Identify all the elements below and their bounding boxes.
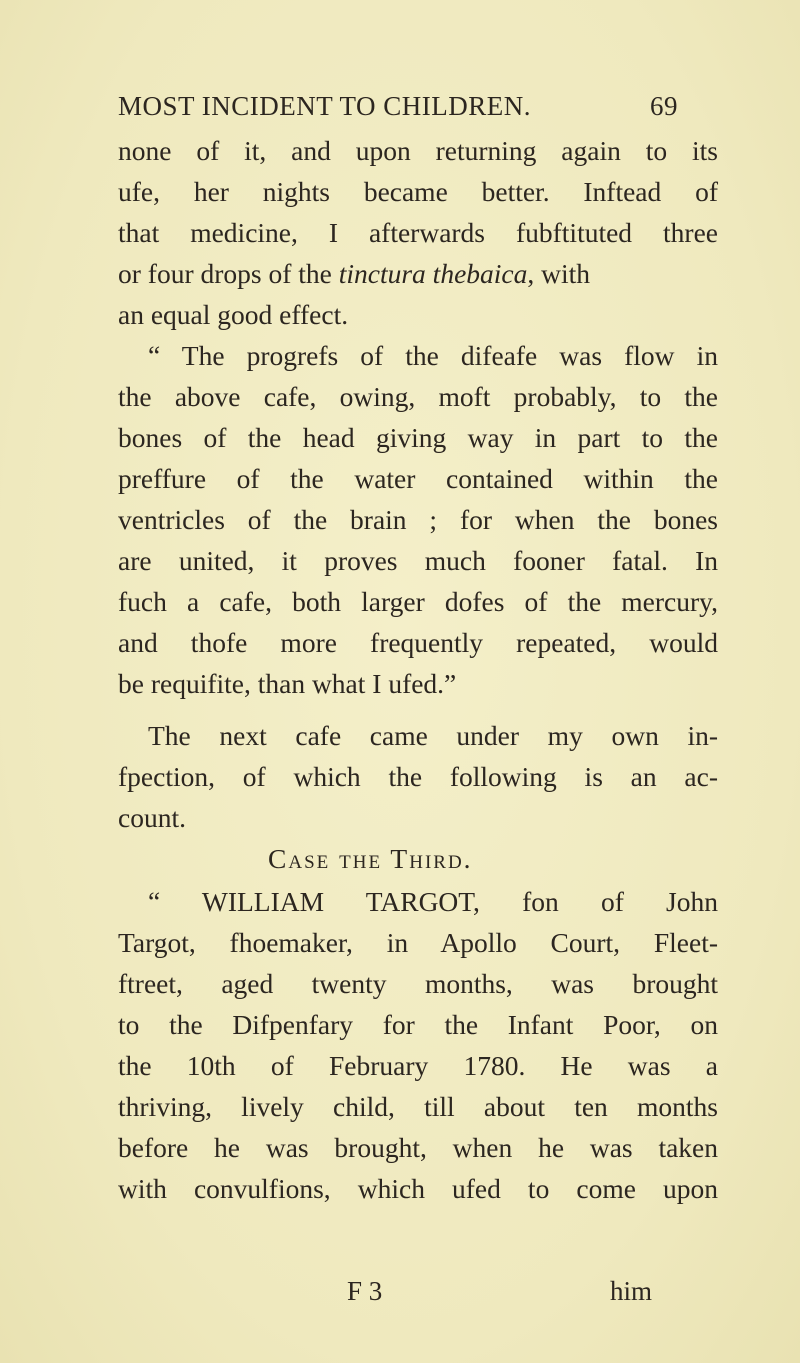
text-line: ftreet, aged twenty months, was brought [118,968,718,999]
text-line: fuch a cafe, both larger dofes of the mercury, [118,586,718,617]
text-line: be requifite, than what I ufed.” [118,668,457,699]
page-number: 69 [650,91,678,121]
text-line: count. [118,802,186,833]
catchword: him [610,1276,653,1306]
text-run: , with [527,258,591,289]
text-line: ufe, her nights became better. Inftead of [118,176,718,207]
text-line: preffure of the water contained within the [118,463,718,494]
text-line: and thofe more frequently repeated, would [118,627,718,658]
text-line: are united, it proves much fooner fatal. In [118,545,718,576]
text-line: before he was brought, when he was taken [118,1132,718,1163]
running-title: MOST INCIDENT TO CHILDREN. [118,91,532,121]
text-line: ventricles of the brain ; for when the bones [118,504,718,535]
text-run: or four drops of the [118,258,332,289]
text-line: that medicine, I afterwards fubftituted three [118,217,718,248]
text-line: an equal good effect. [118,299,349,330]
text-line: the above cafe, owing, moft probably, to the [118,381,718,412]
text-line: to the Difpenfary for the Infant Poor, on [118,1009,718,1040]
text-line-with-italic [118,254,718,294]
text-line: none of it, and upon returning again to its [118,135,718,166]
text-line: bones of the head giving way in part to the [118,422,718,453]
text-line: the 10th of February 1780. He was a [118,1050,718,1081]
signature-mark: F 3 [347,1276,383,1306]
paragraph-start-line: The next cafe came under my own in- [148,720,718,751]
latin-term: tinctura thebaica [338,258,528,289]
running-header [118,86,718,126]
text-line: Targot, fhoemaker, in Apollo Court, Fleet- [118,927,718,958]
text-line: fpection, of which the following is an ac- [118,761,718,792]
paragraph-start-line: “ WILLIAM TARGOT, fon of John [148,886,718,917]
case-heading: Case the Third. [268,843,473,874]
text-line: with convulfions, which ufed to come upon [118,1173,718,1204]
text-line: thriving, lively child, till about ten months [118,1091,718,1122]
paragraph-start-line: “ The progrefs of the difeafe was flow in [148,340,718,371]
